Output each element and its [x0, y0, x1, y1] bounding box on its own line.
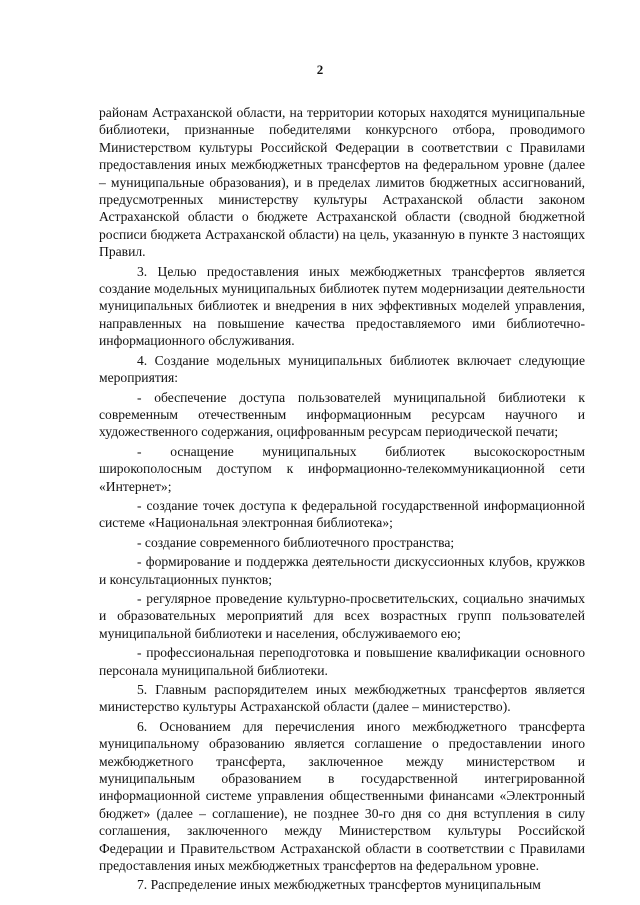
list-item-6: - регулярное проведение культурно-просветительских, социально значимых и образовательных мероприятий для всех возрастных групп пользователей муниципальной библиотеки и населения, обслуживаемого ею;	[99, 590, 585, 641]
list-item-7: - профессиональная переподготовка и повышение квалификации основного персонала муниципальной библиотеки.	[99, 645, 585, 678]
page-number: 2	[316, 62, 324, 77]
paragraph-2: 3. Целью предоставления иных межбюджетных трансфертов является создание модельных муниципальных библиотек путем модернизации деятельности муниципальных библиотек и внедрения в них эффективных моделей управления, направленных на повышение качества предоставляемого ими библиотечно-информационного обслуживания.	[99, 263, 585, 349]
paragraph-7: 7. Распределение иных межбюджетных трансфертов муниципальным	[137, 877, 541, 893]
paragraph-1: районам Астраханской области, на территории которых находятся муниципальные библиотеки, признанные победителями конкурсного отбора, проводимого Министерством культуры Российской Федерации в соответствии с Правилами предоставления иных межбюджетных трансфертов на федеральном уровне (далее – муниципальные образования), и в пределах лимитов бюджетных ассигнований, предусмотренных министерству культуры Астраханской области законом Астраханской области о бюджете Астраханской области (сводной бюджетной росписи бюджета Астраханской области) на цель, указанную в пункте 3 настоящих Правил.	[99, 105, 585, 260]
list-item-2: - оснащение муниципальных библиотек высокоскоростным широкополосным доступом к информационно-телекоммуникационной сети «Интернет»;	[99, 443, 585, 494]
document-body	[99, 104, 585, 896]
list-item-5: - формирование и поддержка деятельности дискуссионных клубов, кружков и консультационных пунктов;	[99, 554, 585, 587]
paragraph-6: 6. Основанием для перечисления иного межбюджетного трансферта муниципальному образованию является соглашение о предоставлении иного межбюджетного трансферта, заключенное между министерством и муниципальным образованием в государственной интегрированной информационной системе управления общественными финансами «Электронный бюджет» (далее – соглашение), не позднее 30-го дня со дня вступления в силу соглашения, заключенного между Министерством культуры Российской Федерации и Правительством Астраханской области в соответствии с Правилами предоставления иных межбюджетных трансфертов на федеральном уровне.	[99, 718, 585, 874]
list-item-4: - создание современного библиотечного пространства;	[137, 534, 455, 550]
paragraph-3: 4. Создание модельных муниципальных библиотек включает следующие мероприятия:	[99, 352, 585, 386]
paragraph-5: 5. Главным распорядителем иных межбюджетных трансфертов является министерство культуры Астраханской области (далее – министерство).	[99, 682, 585, 715]
list-item-1: - обеспечение доступа пользователей муниципальной библиотеки к современным отечественным информационным ресурсам научного и художественного содержания, оцифрованным ресурсам периодической печати;	[99, 389, 585, 440]
list-item-3: - создание точек доступа к федеральной государственной информационной системе «Национальная электронная библиотека»;	[99, 497, 585, 531]
